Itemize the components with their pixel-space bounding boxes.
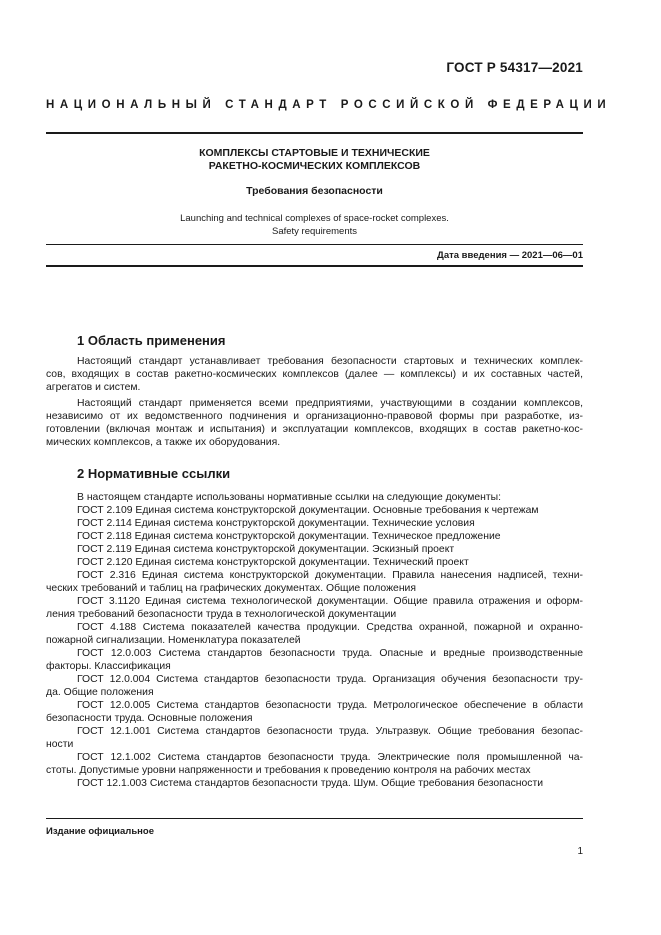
reference-item [46, 751, 583, 777]
reference-line: ГОСТ 12.0.005 Система стандартов безопасности труда. Метрологическое обеспечение в области [77, 700, 583, 711]
reference-line: ГОСТ 2.119 Единая система конструкторской документации. Эскизный проект [77, 544, 455, 555]
reference-line: ления требований безопасности труда в технологической документации [46, 609, 397, 620]
header-rule [46, 132, 583, 134]
national-standard-banner: НАЦИОНАЛЬНЫЙ СТАНДАРТ РОССИЙСКОЙ ФЕДЕРАЦИИ [46, 99, 612, 111]
reference-item [46, 569, 583, 595]
date-rule [46, 265, 583, 267]
title-line-2: РАКЕТНО-КОСМИЧЕСКИХ КОМПЛЕКСОВ [208, 160, 421, 172]
english-title-line-1: Launching and technical complexes of space-rocket complexes. [180, 213, 449, 224]
title-rule [46, 244, 583, 245]
reference-line: ГОСТ 12.1.002 Система стандартов безопасности труда. Электрические поля промышленной ча- [77, 752, 583, 763]
english-title-line-2: Safety requirements [271, 226, 357, 237]
reference-line: ГОСТ 2.109 Единая система конструкторской документации. Основные требования к чертежам [77, 505, 539, 516]
reference-item [46, 699, 583, 725]
document-number: ГОСТ Р 54317—2021 [446, 60, 583, 75]
english-title [46, 212, 583, 238]
reference-item [46, 504, 583, 517]
text-line: агрегатов и систем. [46, 382, 141, 393]
reference-line: да. Общие положения [46, 687, 154, 698]
reference-item [46, 517, 583, 530]
reference-line: ГОСТ 12.0.003 Система стандартов безопасности труда. Опасные и вредные производственные [77, 648, 583, 659]
section-1-heading: 1 Область применения [77, 333, 226, 348]
text-line: Настоящий стандарт устанавливает требования безопасности стартовых и технических комплек- [77, 356, 583, 367]
introduction-date: Дата введения — 2021—06—01 [437, 250, 583, 261]
reference-item [46, 673, 583, 699]
document-subtitle: Требования безопасности [246, 185, 383, 197]
reference-line: ГОСТ 12.1.003 Система стандартов безопасности труда. Шум. Общие требования безопасности [77, 778, 544, 789]
reference-line: безопасности труда. Основные положения [46, 713, 253, 724]
text-line: независимо от их ведомственного подчинения и организационно-правовой формы при разработке, из- [46, 411, 583, 422]
text-line: сов, входящих в состав ракетно-космических комплексов (далее — комплексы) и их составных частей, [46, 369, 583, 380]
reference-line: ности [46, 739, 74, 750]
reference-line: ГОСТ 2.118 Единая система конструкторской документации. Техническое предложение [77, 531, 501, 542]
reference-item [46, 725, 583, 751]
footer-rule [46, 818, 583, 819]
reference-item [46, 777, 583, 790]
official-edition-label: Издание официальное [46, 826, 154, 837]
reference-line: пожарной сигнализации. Номенклатура показателей [46, 635, 301, 646]
page-number: 1 [577, 846, 583, 857]
reference-line: ГОСТ 12.1.001 Система стандартов безопасности труда. Ультразвук. Общие требования безопас- [77, 726, 583, 737]
reference-line: ческих требований и таблиц на графических документах. Общие положения [46, 583, 416, 594]
title-line-1: КОМПЛЕКСЫ СТАРТОВЫЕ И ТЕХНИЧЕСКИЕ [199, 147, 430, 159]
reference-item [46, 556, 583, 569]
reference-line: ГОСТ 4.188 Система показателей качества продукции. Средства охранной, пожарной и охранно- [77, 622, 583, 633]
section-1-paragraph-1 [46, 355, 583, 394]
text-line: мических комплексов, а также их оборудования. [46, 437, 281, 448]
reference-line: ГОСТ 2.316 Единая система конструкторской документации. Правила нанесения надписей, техни- [77, 570, 583, 581]
reference-line: факторы. Классификация [46, 661, 171, 672]
reference-line: стоты. Допустимые уровни напряженности и требования к проведению контроля на рабочих местах [46, 765, 531, 776]
document-title [46, 147, 583, 173]
text-line: В настоящем стандарте использованы нормативные ссылки на следующие документы: [77, 492, 501, 503]
reference-line: ГОСТ 2.114 Единая система конструкторской документации. Технические условия [77, 518, 475, 529]
text-line: готовлении (включая монтаж и испытания) и эксплуатации комплексов, входящих в состав ракетно-кос- [46, 424, 583, 435]
reference-item [46, 530, 583, 543]
reference-item [46, 595, 583, 621]
reference-line: ГОСТ 12.0.004 Система стандартов безопасности труда. Организация обучения безопасности тру- [77, 674, 583, 685]
references-intro [46, 491, 583, 504]
section-1-paragraph-2 [46, 397, 583, 449]
normative-references-list [46, 491, 583, 790]
reference-item [46, 621, 583, 647]
section-2-heading: 2 Нормативные ссылки [77, 466, 231, 481]
reference-item [46, 647, 583, 673]
reference-line: ГОСТ 2.120 Единая система конструкторской документации. Технический проект [77, 557, 469, 568]
reference-line: ГОСТ 3.1120 Единая система технологической документации. Общие правила отражения и оформ- [77, 596, 583, 607]
reference-item [46, 543, 583, 556]
text-line: Настоящий стандарт применяется всеми предприятиями, участвующими в создании комплексов, [77, 398, 583, 409]
